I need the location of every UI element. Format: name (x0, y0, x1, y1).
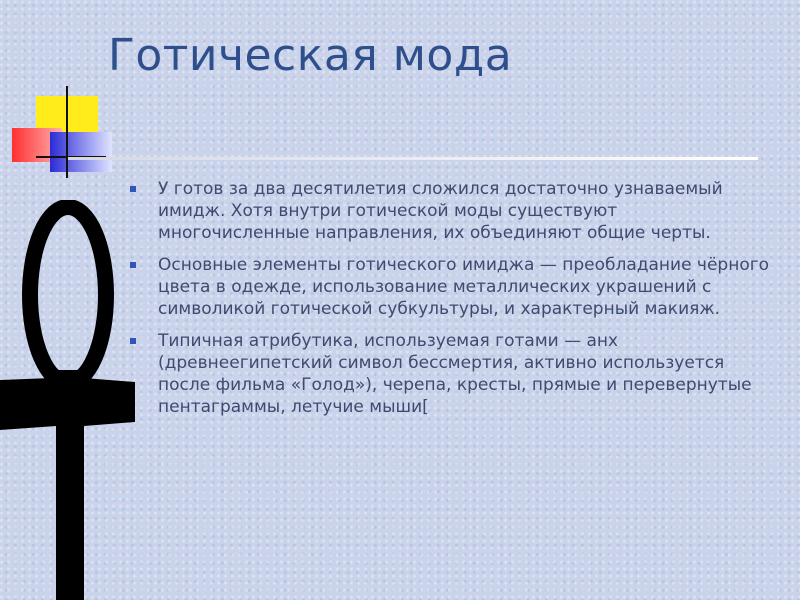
bullet-marker (130, 186, 136, 192)
bullet-item (126, 330, 771, 418)
bullet-marker (130, 262, 136, 268)
title-underline (68, 157, 758, 160)
bullet-text: Типичная атрибутика, используемая готами — анх (древнеегипетский символ бессмертия, активно используется после фильма «Голод»), черепа, кресты, прямые и перевернутые пентаграммы, летучие мыши[ (158, 331, 752, 417)
slide-title: Готическая мода (108, 30, 513, 81)
blue-square (50, 132, 112, 172)
bullet-marker (130, 338, 136, 344)
bullet-item (126, 254, 771, 320)
vertical-rule (66, 86, 68, 178)
bullet-item (126, 178, 771, 244)
bullet-text: У готов за два десятилетия сложился достаточно узнаваемый имидж. Хотя внутри готической моды существуют многочисленные направления, их объединяют общие черты. (158, 179, 723, 243)
bullet-text: Основные элементы готического имиджа — преобладание чёрного цвета в одежде, использование металлических украшений с символикой готической субкультуры, и характерный макияж. (158, 255, 770, 319)
bullet-list (126, 178, 771, 428)
ankh-icon (0, 200, 140, 600)
